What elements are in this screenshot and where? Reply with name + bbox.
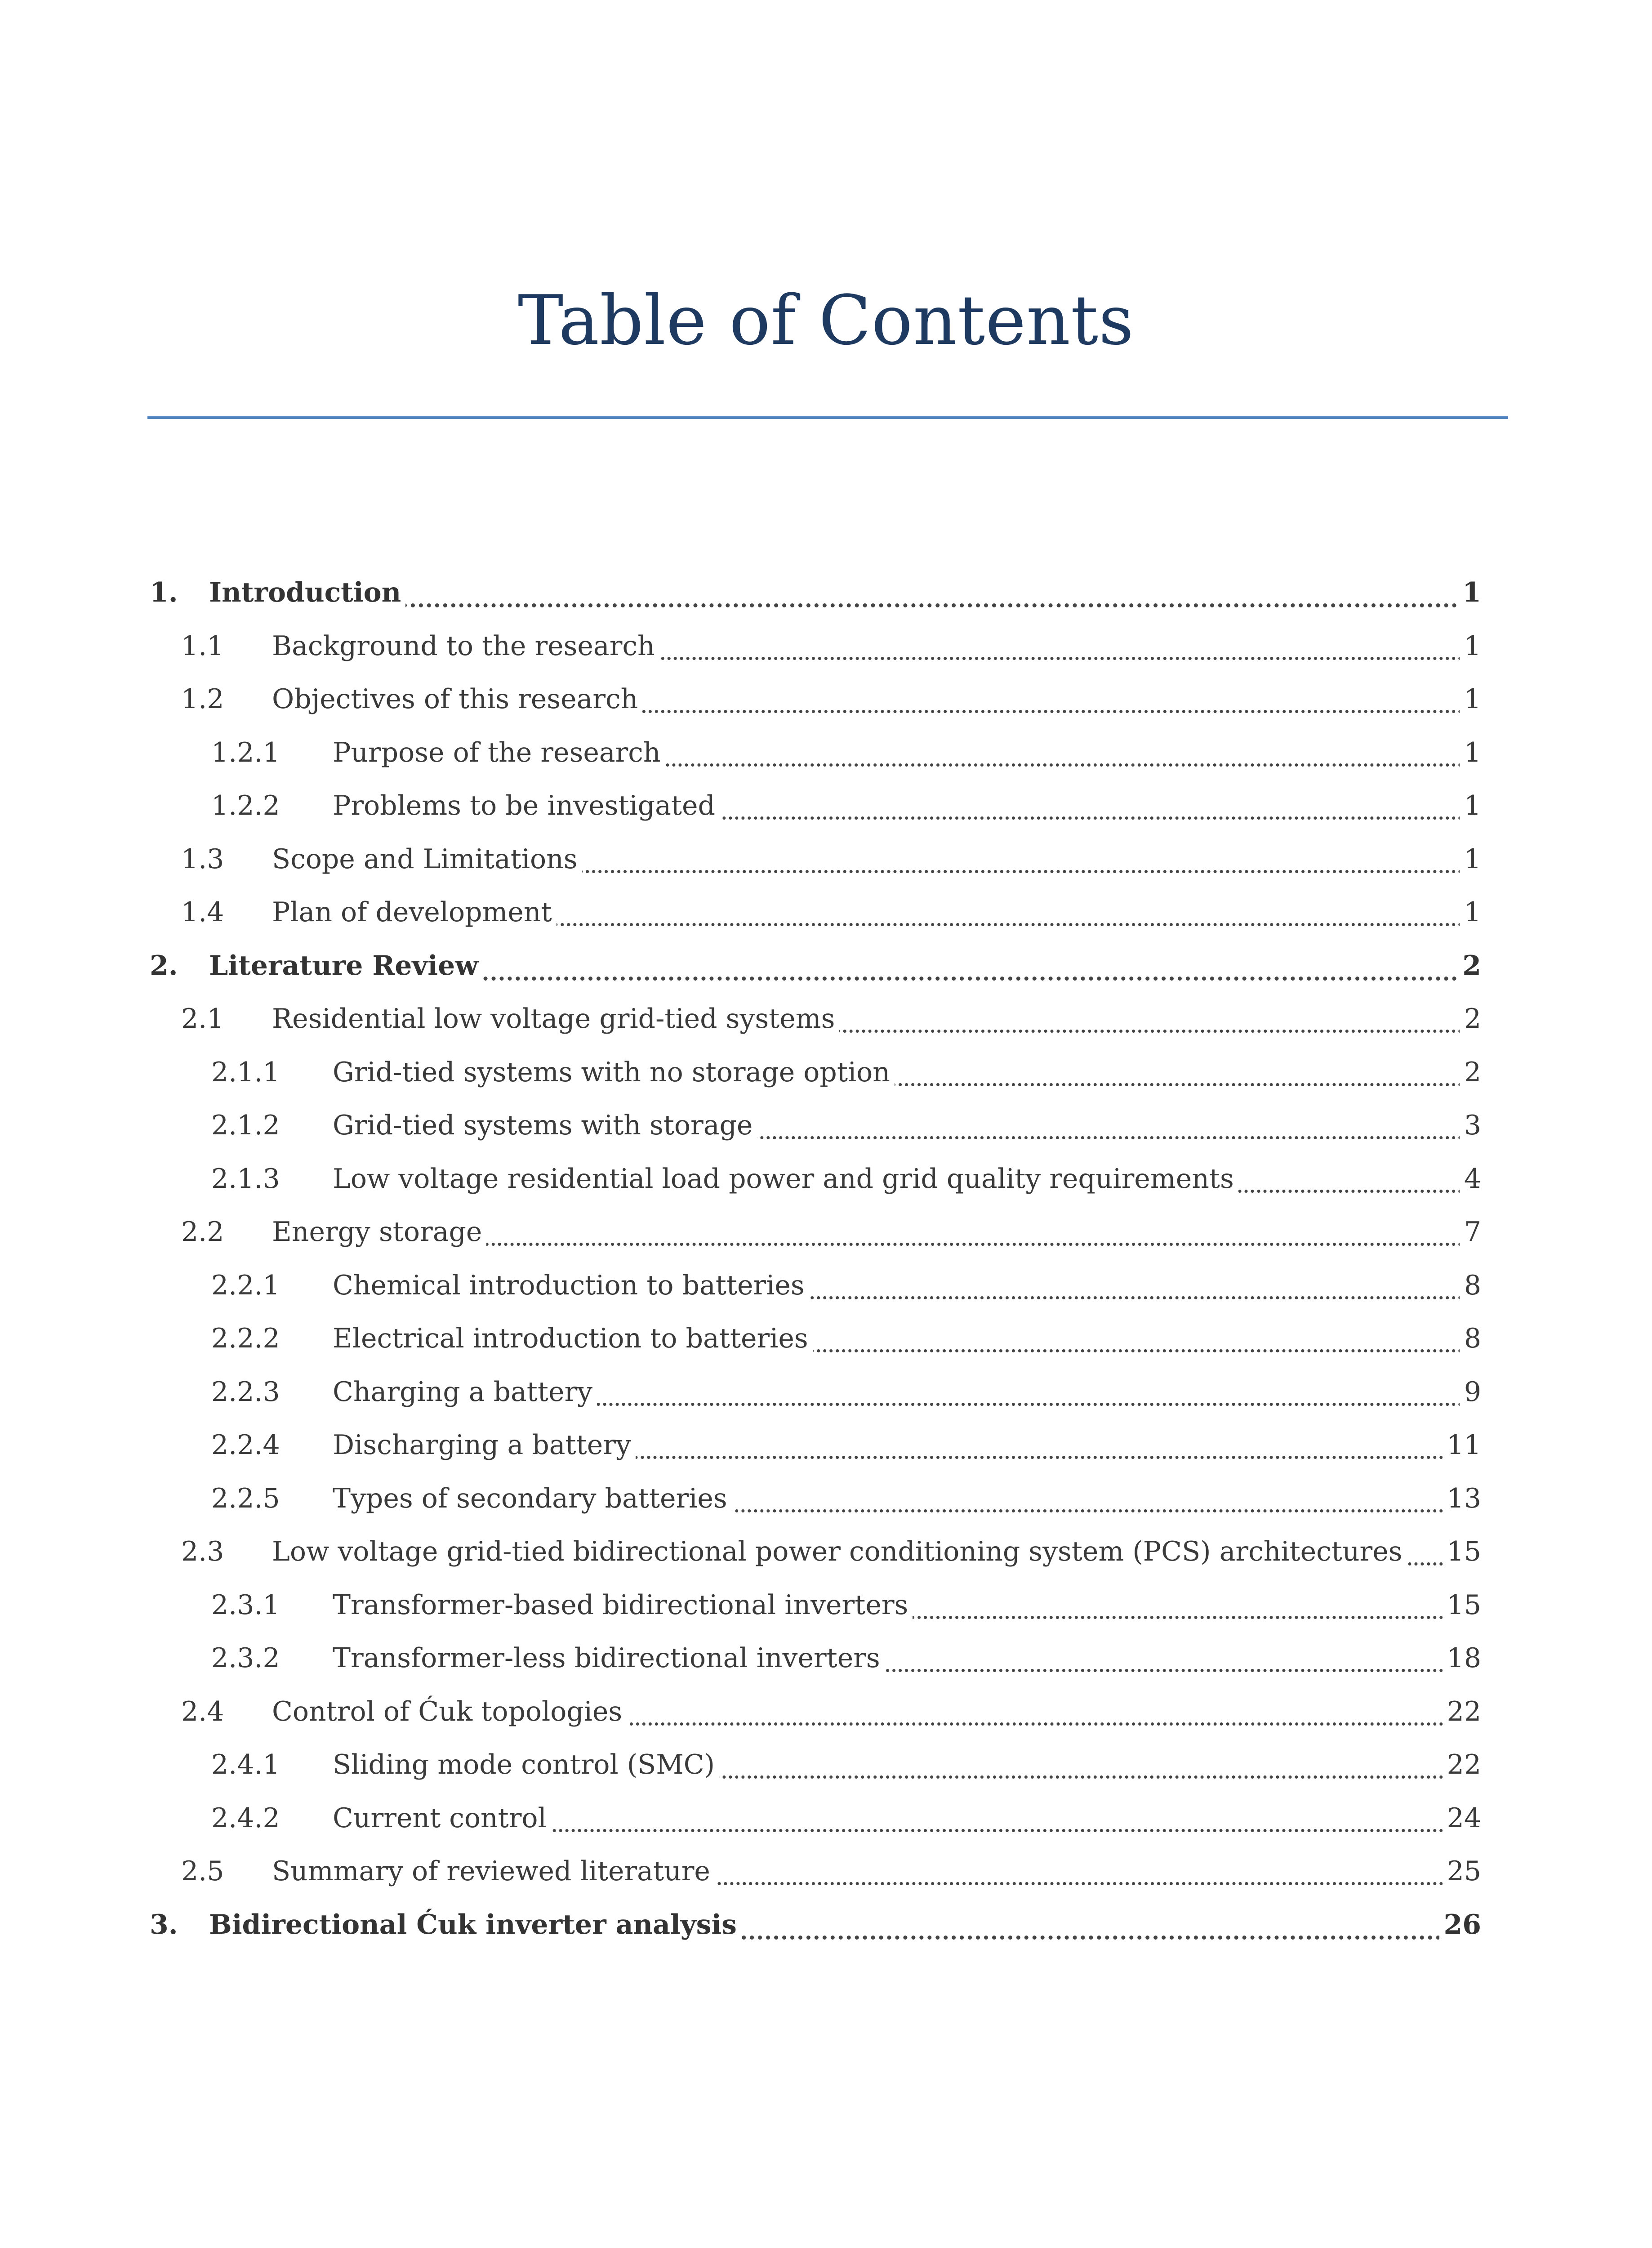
page-title: Table of Contents [517, 281, 1135, 360]
toc-entry-number: 2.5 [181, 1855, 224, 1887]
toc-entry-page-number: 8 [1460, 1263, 1481, 1308]
toc-entry[interactable] [0, 1689, 1652, 1734]
toc-entry-number: 2.2.2 [211, 1323, 280, 1354]
toc-entry[interactable] [0, 996, 1652, 1041]
toc-entry[interactable] [0, 1209, 1652, 1254]
toc-entry-number: 2.2 [181, 1216, 224, 1248]
toc-entry[interactable] [0, 624, 1652, 669]
toc-entry-label: Types of secondary batteries [333, 1476, 732, 1521]
toc-entry-page-number: 1 [1460, 730, 1481, 775]
toc-entry-page-number: 1 [1460, 890, 1481, 935]
toc-entry-number: 2.2.4 [211, 1429, 280, 1461]
toc-entry-label: Residential low voltage grid-tied systems [272, 996, 839, 1041]
toc-entry[interactable] [0, 1369, 1652, 1414]
toc-entry-number: 2.1.2 [211, 1110, 280, 1141]
toc-entry-page-number: 22 [1443, 1689, 1481, 1734]
toc-entry-label: Objectives of this research [272, 677, 642, 722]
toc-entry-number: 2.1.1 [211, 1057, 280, 1088]
toc-entry-number: 1.4 [181, 897, 224, 928]
toc-entry-page-number: 9 [1460, 1369, 1481, 1414]
toc-entry-number: 2.2.5 [211, 1483, 280, 1514]
title-divider [147, 416, 1508, 419]
toc-entry-number: 2.3 [181, 1536, 224, 1567]
toc-entry[interactable] [0, 1476, 1652, 1521]
toc-entry-number: 2.4.1 [211, 1749, 280, 1780]
toc-entry-page-number: 1 [1458, 570, 1481, 615]
toc-entry-number: 1.2.1 [211, 737, 280, 768]
toc-entry-number: 1. [150, 577, 178, 608]
toc-entry[interactable] [0, 1103, 1652, 1148]
toc-entry-number: 2.3.2 [211, 1642, 280, 1674]
toc-entry[interactable] [0, 890, 1652, 935]
toc-entry-page-number: 1 [1460, 783, 1481, 828]
toc-entry-page-number: 7 [1460, 1209, 1481, 1254]
toc-entry[interactable] [0, 1263, 1652, 1308]
toc-entry-label: Current control [333, 1796, 551, 1841]
toc-entry-page-number: 1 [1460, 837, 1481, 882]
toc-entry-label: Control of Ćuk topologies [272, 1689, 627, 1734]
toc-entry-label: Grid-tied systems with storage [333, 1103, 757, 1148]
toc-entry-label: Energy storage [272, 1209, 486, 1254]
toc-entry-label: Problems to be investigated [333, 783, 720, 828]
toc-entry-page-number: 8 [1460, 1316, 1481, 1361]
toc-entry-number: 2.1.3 [211, 1163, 280, 1195]
toc-entry-page-number: 1 [1460, 624, 1481, 669]
toc-entry-number: 2.4 [181, 1696, 224, 1727]
toc-entry[interactable] [0, 783, 1652, 828]
toc-entry-label: Charging a battery [333, 1369, 597, 1414]
toc-entry-label: Electrical introduction to batteries [333, 1316, 813, 1361]
toc-entry[interactable] [0, 1316, 1652, 1361]
toc-entry-number: 2.4.2 [211, 1802, 280, 1834]
toc-entry-number: 2. [150, 950, 178, 981]
toc-entry-label: Transformer-less bidirectional inverters [333, 1636, 885, 1681]
toc-entry-label: Discharging a battery [333, 1423, 636, 1467]
toc-entry-page-number: 15 [1443, 1583, 1481, 1628]
toc-entry-label: Introduction [209, 570, 405, 615]
toc-entry-number: 1.2 [181, 683, 224, 715]
toc-entry-label: Grid-tied systems with no storage option [333, 1050, 895, 1095]
toc-entry-number: 2.1 [181, 1003, 224, 1035]
toc-entry[interactable] [0, 570, 1652, 615]
toc-entry-number: 1.3 [181, 843, 224, 875]
toc-entry-label: Summary of reviewed literature [272, 1849, 715, 1894]
toc-entry-label: Plan of development [272, 890, 557, 935]
toc-entry-label: Chemical introduction to batteries [333, 1263, 809, 1308]
toc-entry-label: Low voltage residential load power and grid quality requirements [333, 1156, 1238, 1201]
toc-entry[interactable] [0, 1583, 1652, 1628]
toc-entry[interactable] [0, 837, 1652, 882]
toc-entry-page-number: 18 [1443, 1636, 1481, 1681]
toc-entry[interactable] [0, 1742, 1652, 1787]
toc-entry[interactable] [0, 677, 1652, 722]
toc-entry-page-number: 22 [1443, 1742, 1481, 1787]
toc-entry[interactable] [0, 1423, 1652, 1467]
toc-entry-page-number: 3 [1460, 1103, 1481, 1148]
toc-entry-number: 2.3.1 [211, 1589, 280, 1621]
toc-entry-label: Low voltage grid-tied bidirectional power conditioning system (PCS) architectures [272, 1529, 1407, 1574]
toc-entry-page-number: 24 [1443, 1796, 1481, 1841]
toc-entry[interactable] [0, 1050, 1652, 1095]
toc-entry-number: 3. [150, 1909, 178, 1940]
toc-entry-label: Transformer-based bidirectional inverters [333, 1583, 913, 1628]
toc-entry[interactable] [0, 1796, 1652, 1841]
toc-entry-number: 1.1 [181, 630, 224, 662]
toc-entry-page-number: 4 [1460, 1156, 1481, 1201]
toc-entry-number: 1.2.2 [211, 790, 280, 821]
toc-entry-page-number: 25 [1443, 1849, 1481, 1894]
toc-entry-label: Purpose of the research [333, 730, 665, 775]
toc-entry-number: 2.2.1 [211, 1270, 280, 1301]
toc-entry-page-number: 26 [1439, 1902, 1482, 1947]
toc-entry-number: 2.2.3 [211, 1376, 280, 1408]
toc-entry[interactable] [0, 1156, 1652, 1201]
toc-entry-page-number: 2 [1460, 996, 1481, 1041]
toc-entry[interactable] [0, 1636, 1652, 1681]
toc-entry-label: Background to the research [272, 624, 659, 669]
toc-entry-label: Sliding mode control (SMC) [333, 1742, 719, 1787]
toc-entry-page-number: 2 [1460, 1050, 1481, 1095]
toc-entry[interactable] [0, 1902, 1652, 1947]
toc-entry-page-number: 1 [1460, 677, 1481, 722]
toc-entry[interactable] [0, 730, 1652, 775]
toc-entry[interactable] [0, 943, 1652, 988]
toc-entry-label: Scope and Limitations [272, 837, 582, 882]
toc-entry-page-number: 15 [1443, 1529, 1481, 1574]
toc-entry-label: Bidirectional Ćuk inverter analysis [209, 1902, 741, 1947]
toc-entry[interactable] [0, 1849, 1652, 1894]
toc-entry-page-number: 11 [1443, 1423, 1481, 1467]
toc-entry-page-number: 13 [1443, 1476, 1481, 1521]
toc-entry[interactable] [0, 1529, 1652, 1574]
toc-entry-page-number: 2 [1458, 943, 1481, 988]
toc-entry-label: Literature Review [209, 943, 483, 988]
